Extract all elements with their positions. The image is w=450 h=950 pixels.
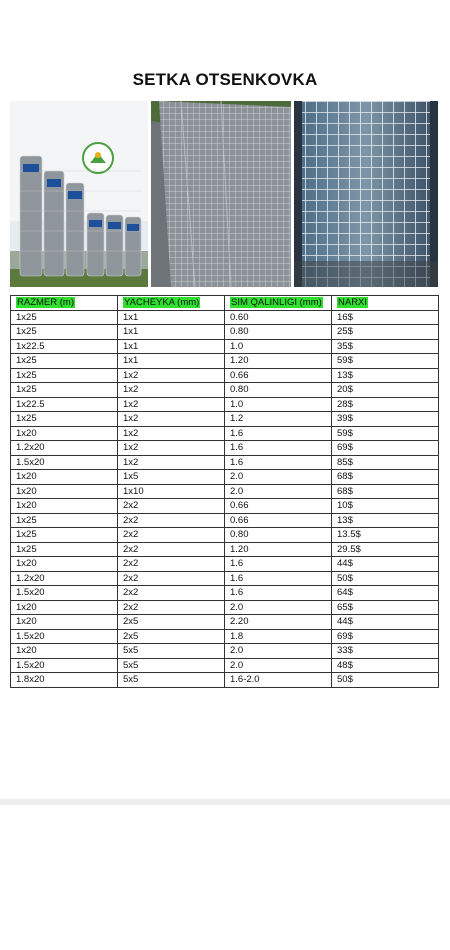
cell-yacheyka: 1x2: [118, 412, 225, 427]
cell-sim-qalinligi: 1.8: [225, 629, 332, 644]
table-row: [11, 484, 439, 499]
cell-sim-qalinligi: 1.20: [225, 354, 332, 369]
cell-sim-qalinligi: 2.20: [225, 615, 332, 630]
cell-narxi: 68$: [332, 484, 439, 499]
cell-narxi: 13.5$: [332, 528, 439, 543]
cell-narxi: 39$: [332, 412, 439, 427]
cell-narxi: 25$: [332, 325, 439, 340]
cell-sim-qalinligi: 1.6: [225, 426, 332, 441]
cell-razmer: 1.2x20: [11, 571, 118, 586]
cell-sim-qalinligi: 0.66: [225, 499, 332, 514]
cell-narxi: 59$: [332, 354, 439, 369]
table-row: [11, 644, 439, 659]
cell-yacheyka: 1x2: [118, 397, 225, 412]
cell-narxi: 85$: [332, 455, 439, 470]
cell-yacheyka: 2x2: [118, 600, 225, 615]
cell-sim-qalinligi: 2.0: [225, 644, 332, 659]
table-row: [11, 383, 439, 398]
cell-sim-qalinligi: 2.0: [225, 600, 332, 615]
cell-narxi: 13$: [332, 368, 439, 383]
cell-sim-qalinligi: 1.0: [225, 397, 332, 412]
cell-narxi: 28$: [332, 397, 439, 412]
cell-narxi: 13$: [332, 513, 439, 528]
cell-yacheyka: 1x2: [118, 368, 225, 383]
table-row: [11, 615, 439, 630]
price-table: [10, 295, 439, 688]
cell-yacheyka: 5x5: [118, 658, 225, 673]
cell-sim-qalinligi: 1.6: [225, 455, 332, 470]
cell-yacheyka: 2x2: [118, 499, 225, 514]
cell-yacheyka: 1x10: [118, 484, 225, 499]
cell-razmer: 1x20: [11, 615, 118, 630]
cell-sim-qalinligi: 1.6: [225, 441, 332, 456]
cell-narxi: 50$: [332, 673, 439, 688]
cell-yacheyka: 2x2: [118, 528, 225, 543]
cell-razmer: 1.5x20: [11, 658, 118, 673]
cell-sim-qalinligi: 1.6: [225, 571, 332, 586]
cell-razmer: 1x25: [11, 383, 118, 398]
table-row: [11, 571, 439, 586]
cell-sim-qalinligi: 0.66: [225, 513, 332, 528]
cell-yacheyka: 2x2: [118, 571, 225, 586]
brand-logo-icon: [83, 143, 113, 173]
cell-yacheyka: 1x1: [118, 310, 225, 325]
cell-razmer: 1.2x20: [11, 441, 118, 456]
cell-razmer: 1x20: [11, 600, 118, 615]
cell-sim-qalinligi: 0.80: [225, 325, 332, 340]
cell-razmer: 1x20: [11, 426, 118, 441]
cell-razmer: 1x25: [11, 354, 118, 369]
cell-yacheyka: 2x2: [118, 586, 225, 601]
table-row: [11, 354, 439, 369]
product-photos: [10, 101, 438, 287]
cell-yacheyka: 1x2: [118, 441, 225, 456]
cell-narxi: 50$: [332, 571, 439, 586]
cell-razmer: 1.8x20: [11, 673, 118, 688]
welded-panel-photo: [151, 101, 291, 287]
cell-razmer: 1x25: [11, 513, 118, 528]
cell-narxi: 64$: [332, 586, 439, 601]
cell-yacheyka: 5x5: [118, 644, 225, 659]
cell-yacheyka: 1x2: [118, 455, 225, 470]
table-row: [11, 586, 439, 601]
table-header-row: [11, 296, 439, 311]
table-row: [11, 455, 439, 470]
table-row: [11, 557, 439, 572]
table-row: [11, 397, 439, 412]
cell-razmer: 1x25: [11, 310, 118, 325]
cell-narxi: 65$: [332, 600, 439, 615]
cell-sim-qalinligi: 1.6: [225, 557, 332, 572]
cell-razmer: 1x25: [11, 528, 118, 543]
cell-narxi: 69$: [332, 629, 439, 644]
cell-razmer: 1x25: [11, 368, 118, 383]
page-divider: [0, 799, 450, 805]
table-row: [11, 513, 439, 528]
table-row: [11, 470, 439, 485]
cell-sim-qalinligi: 2.0: [225, 470, 332, 485]
table-row: [11, 426, 439, 441]
table-row: [11, 339, 439, 354]
cell-yacheyka: 1x1: [118, 354, 225, 369]
cell-yacheyka: 2x5: [118, 629, 225, 644]
cell-yacheyka: 5x5: [118, 673, 225, 688]
header-sim-qalinligi: SIM QALINLIGI (mm): [225, 296, 332, 311]
cell-yacheyka: 2x2: [118, 513, 225, 528]
cell-razmer: 1x20: [11, 470, 118, 485]
cell-narxi: 35$: [332, 339, 439, 354]
cell-yacheyka: 2x2: [118, 542, 225, 557]
cell-sim-qalinligi: 1.6: [225, 586, 332, 601]
cell-sim-qalinligi: 1.20: [225, 542, 332, 557]
cell-razmer: 1x25: [11, 412, 118, 427]
table-row: [11, 600, 439, 615]
table-row: [11, 441, 439, 456]
cell-razmer: 1x22.5: [11, 339, 118, 354]
table-row: [11, 325, 439, 340]
cell-narxi: 29.5$: [332, 542, 439, 557]
cell-sim-qalinligi: 0.60: [225, 310, 332, 325]
cell-razmer: 1.5x20: [11, 586, 118, 601]
cell-razmer: 1x20: [11, 499, 118, 514]
cell-narxi: 16$: [332, 310, 439, 325]
cell-sim-qalinligi: 1.0: [225, 339, 332, 354]
table-row: [11, 542, 439, 557]
cell-razmer: 1x25: [11, 325, 118, 340]
cell-narxi: 20$: [332, 383, 439, 398]
page-title: SETKA OTSENKOVKA: [132, 70, 318, 89]
table-row: [11, 412, 439, 427]
table-row: [11, 528, 439, 543]
cell-narxi: 33$: [332, 644, 439, 659]
cell-yacheyka: 2x5: [118, 615, 225, 630]
cell-yacheyka: 1x2: [118, 426, 225, 441]
cell-narxi: 48$: [332, 658, 439, 673]
cell-yacheyka: 2x2: [118, 557, 225, 572]
cell-sim-qalinligi: 0.80: [225, 383, 332, 398]
cell-sim-qalinligi: 1.6-2.0: [225, 673, 332, 688]
table-row: [11, 310, 439, 325]
cell-narxi: 44$: [332, 615, 439, 630]
cell-narxi: 44$: [332, 557, 439, 572]
cell-narxi: 68$: [332, 470, 439, 485]
cell-razmer: 1x25: [11, 542, 118, 557]
table-row: [11, 658, 439, 673]
mesh-roll-closeup-photo: [294, 101, 438, 287]
cell-sim-qalinligi: 1.2: [225, 412, 332, 427]
cell-razmer: 1x22.5: [11, 397, 118, 412]
cell-yacheyka: 1x5: [118, 470, 225, 485]
header-razmer: RAZMER (m): [11, 296, 118, 311]
cell-razmer: 1.5x20: [11, 455, 118, 470]
rolls-display-photo: [10, 101, 148, 287]
cell-narxi: 69$: [332, 441, 439, 456]
cell-narxi: 59$: [332, 426, 439, 441]
cell-razmer: 1x20: [11, 484, 118, 499]
header-narxi: NARXI: [332, 296, 439, 311]
table-row: [11, 629, 439, 644]
cell-yacheyka: 1x1: [118, 339, 225, 354]
cell-razmer: 1.5x20: [11, 629, 118, 644]
cell-sim-qalinligi: 2.0: [225, 484, 332, 499]
table-row: [11, 673, 439, 688]
cell-yacheyka: 1x2: [118, 383, 225, 398]
cell-sim-qalinligi: 0.66: [225, 368, 332, 383]
table-row: [11, 499, 439, 514]
cell-razmer: 1x20: [11, 557, 118, 572]
cell-razmer: 1x20: [11, 644, 118, 659]
cell-yacheyka: 1x1: [118, 325, 225, 340]
cell-sim-qalinligi: 2.0: [225, 658, 332, 673]
table-row: [11, 368, 439, 383]
cell-sim-qalinligi: 0.80: [225, 528, 332, 543]
cell-narxi: 10$: [332, 499, 439, 514]
header-yacheyka: YACHEYKA (mm): [118, 296, 225, 311]
